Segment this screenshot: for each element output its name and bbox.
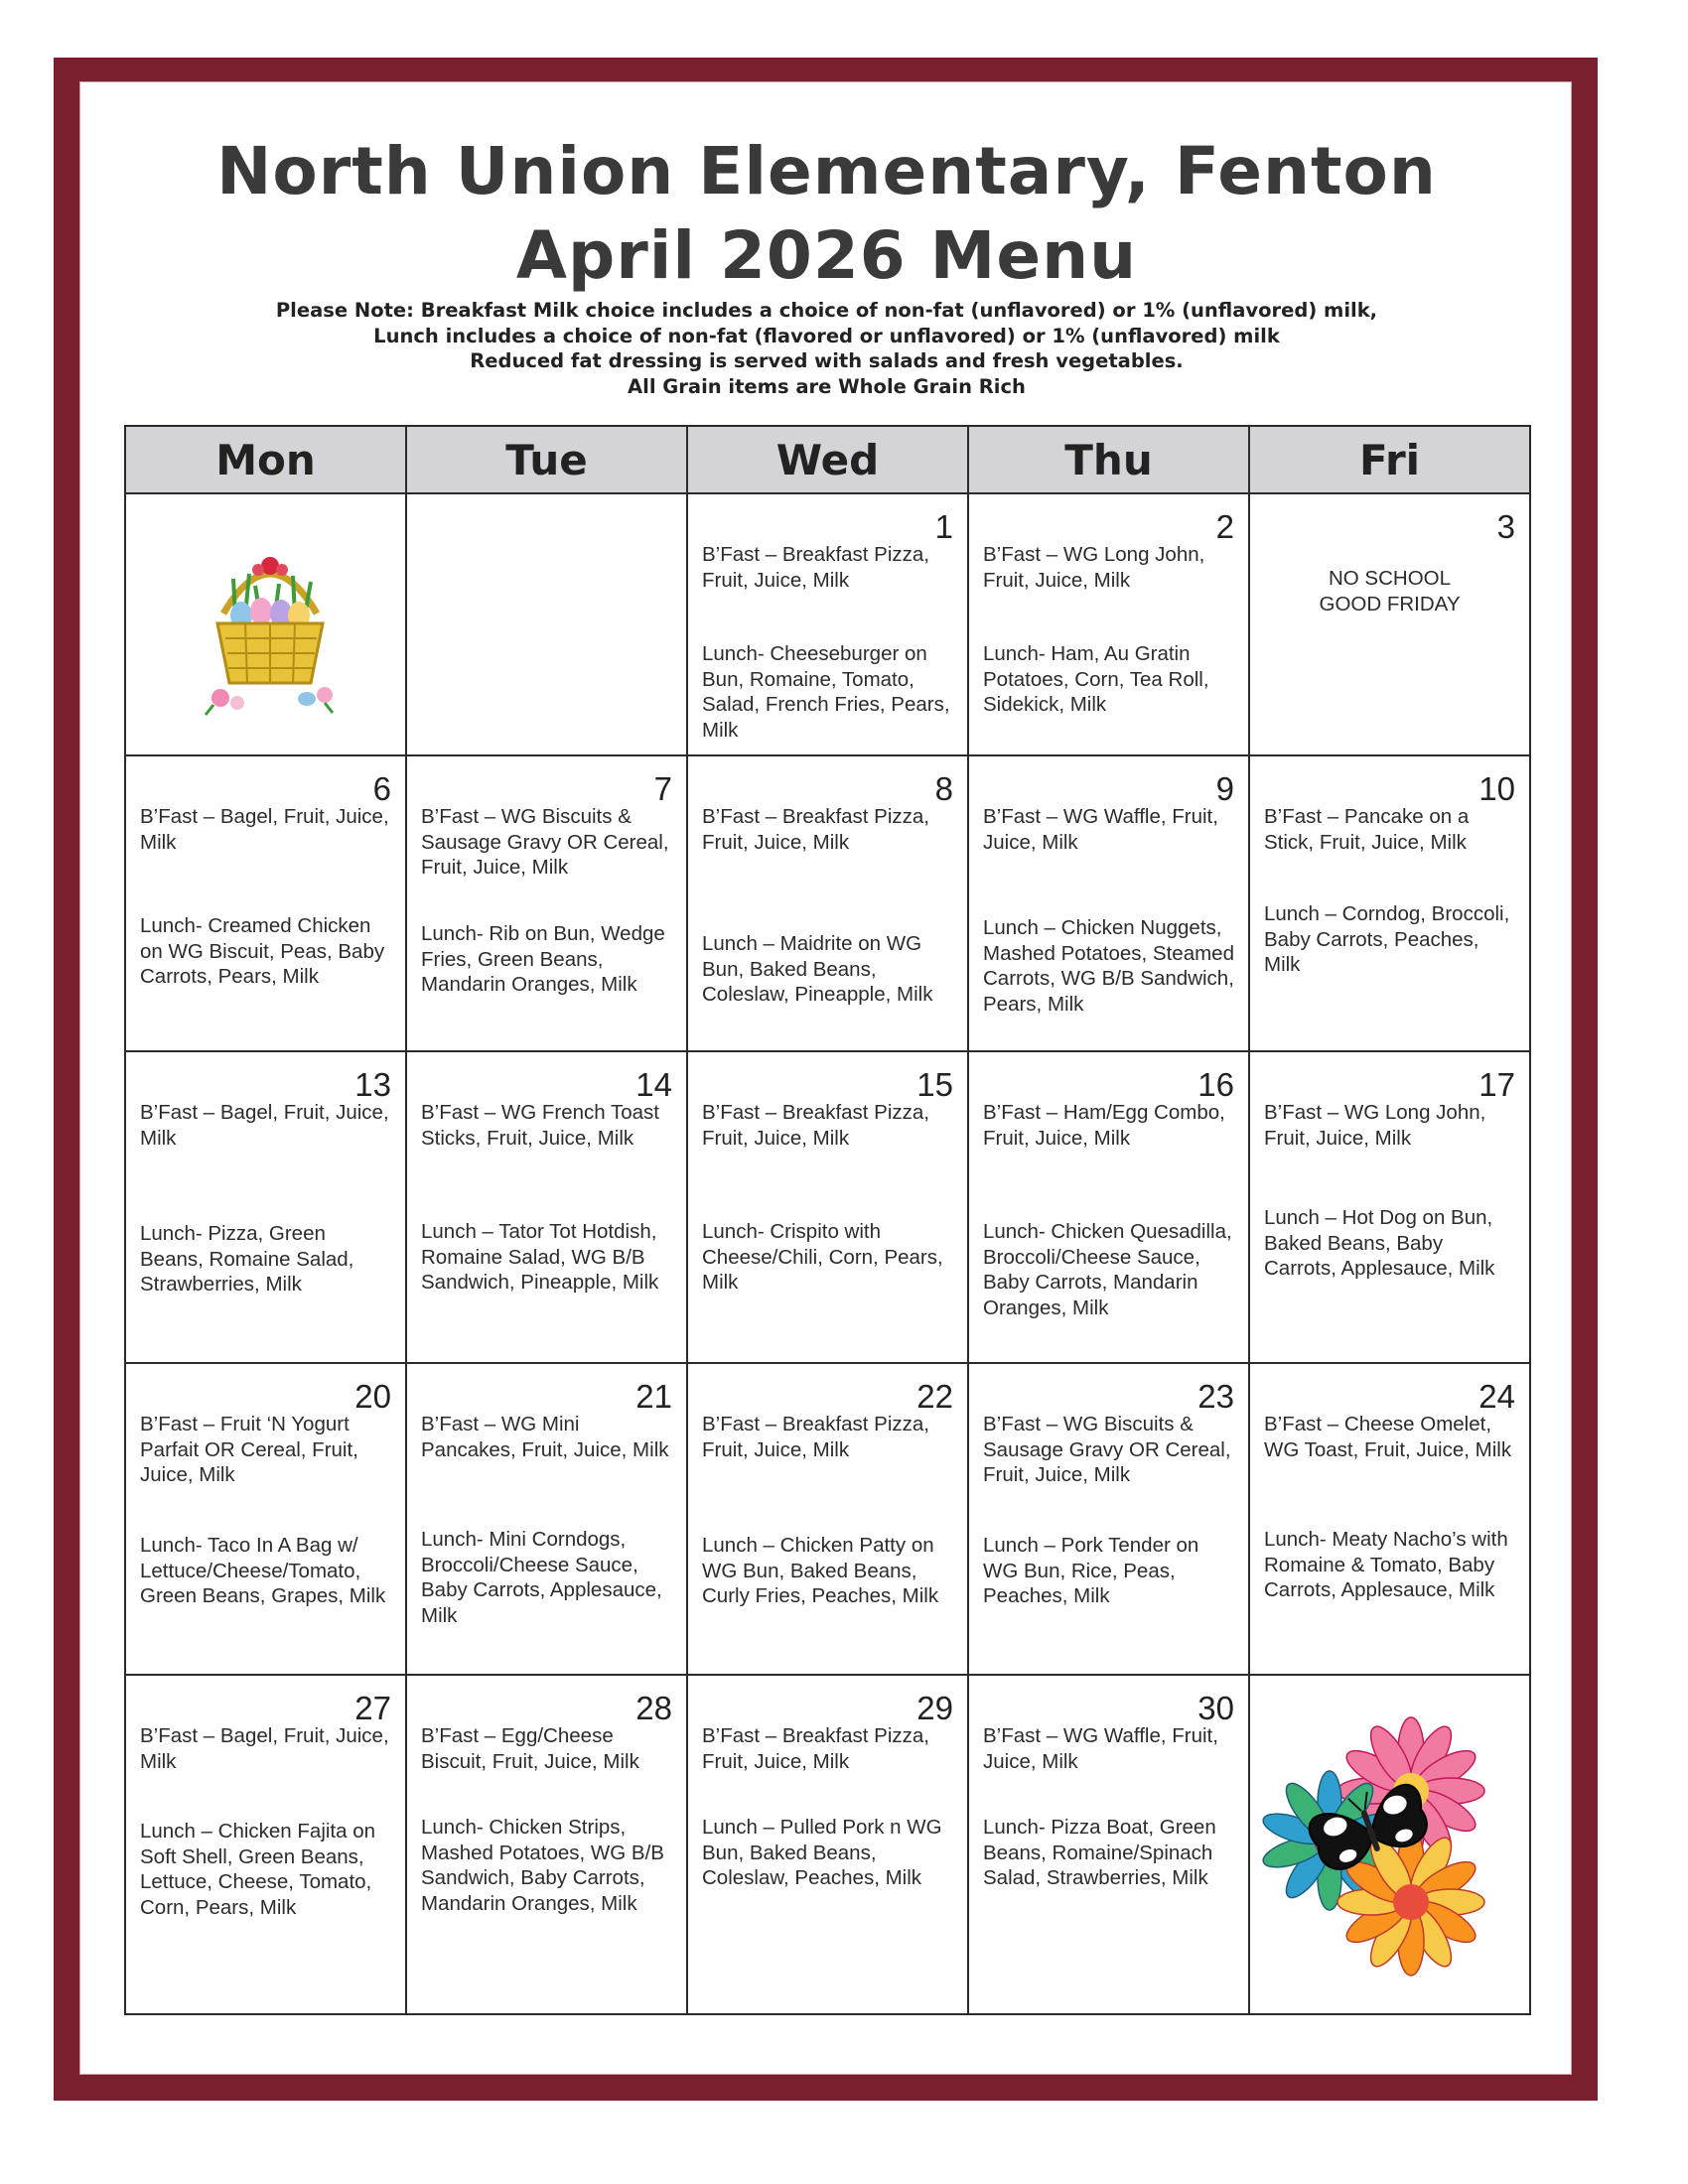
weekday-header: Fri <box>1249 426 1530 493</box>
day-cell <box>406 1051 687 1363</box>
lunch-menu: Lunch – Chicken Nuggets, Mashed Potatoes, Steamed Carrots, WG B/B Sandwich, Pears, Milk <box>983 916 1234 1016</box>
lunch-menu: Lunch- Crispito with Cheese/Chili, Corn, Pears, Milk <box>702 1220 943 1294</box>
lunch-menu: Lunch- Mini Corndogs, Broccoli/Cheese Sauce, Baby Carrots, Applesauce, Milk <box>421 1528 662 1627</box>
day-number: 6 <box>372 770 391 807</box>
day-number: 15 <box>916 1066 953 1103</box>
day-number: 27 <box>354 1690 391 1726</box>
lunch-menu: Lunch- Pizza Boat, Green Beans, Romaine/Spinach Salad, Strawberries, Milk <box>983 1816 1216 1889</box>
lunch-menu: Lunch- Pizza, Green Beans, Romaine Salad, Strawberries, Milk <box>140 1222 354 1296</box>
day-number: 22 <box>916 1378 953 1415</box>
weekday-header-row <box>125 426 1530 493</box>
breakfast-menu: B’Fast – WG Mini Pancakes, Fruit, Juice, Milk <box>421 1413 669 1461</box>
day-number: 2 <box>1215 508 1234 545</box>
notice-line: GOOD FRIDAY <box>1319 593 1461 615</box>
decoration-cell <box>125 493 406 755</box>
decoration-cell <box>1249 1675 1530 2014</box>
day-number: 20 <box>354 1378 391 1415</box>
breakfast-menu: B’Fast – WG Biscuits & Sausage Gravy OR Cereal, Fruit, Juice, Milk <box>421 805 669 879</box>
lunch-menu: Lunch – Corndog, Broccoli, Baby Carrots, Peaches, Milk <box>1264 902 1510 976</box>
lunch-menu: Lunch – Hot Dog on Bun, Baked Beans, Baby Carrots, Applesauce, Milk <box>1264 1206 1495 1280</box>
lunch-menu: Lunch- Rib on Bun, Wedge Fries, Green Beans, Mandarin Oranges, Milk <box>421 922 665 996</box>
day-number: 1 <box>934 508 953 545</box>
day-number: 24 <box>1478 1378 1515 1415</box>
lunch-menu: Lunch- Chicken Quesadilla, Broccoli/Cheese Sauce, Baby Carrots, Mandarin Oranges, Milk <box>983 1220 1232 1319</box>
day-number: 9 <box>1215 770 1234 807</box>
day-number: 13 <box>354 1066 391 1103</box>
week-row <box>125 493 1530 755</box>
breakfast-menu: B’Fast – Egg/Cheese Biscuit, Fruit, Juice, Milk <box>421 1724 639 1773</box>
lunch-menu: Lunch – Chicken Fajita on Soft Shell, Green Beans, Lettuce, Cheese, Tomato, Corn, Pears, Milk <box>140 1820 376 1919</box>
lunch-menu: Lunch- Cheeseburger on Bun, Romaine, Tomato, Salad, French Fries, Pears, Milk <box>702 642 950 742</box>
lunch-menu: Lunch- Ham, Au Gratin Potatoes, Corn, Tea Roll, Sidekick, Milk <box>983 642 1209 716</box>
breakfast-menu: B’Fast – WG Waffle, Fruit, Juice, Milk <box>983 1724 1218 1773</box>
day-cell <box>687 1675 968 2014</box>
note-line: All Grain items are Whole Grain Rich <box>628 374 1026 398</box>
lunch-menu: Lunch- Chicken Strips, Mashed Potatoes, WG B/B Sandwich, Baby Carrots, Mandarin Oranges, Milk <box>421 1816 664 1915</box>
breakfast-menu: B’Fast – Breakfast Pizza, Fruit, Juice, Milk <box>702 543 930 592</box>
breakfast-menu: B’Fast – WG Long John, Fruit, Juice, Milk <box>1264 1101 1486 1150</box>
day-number: 17 <box>1478 1066 1515 1103</box>
breakfast-menu: B’Fast – WG Long John, Fruit, Juice, Milk <box>983 543 1205 592</box>
day-cell <box>687 1051 968 1363</box>
day-number: 29 <box>916 1690 953 1726</box>
week-row <box>125 1051 1530 1363</box>
lunch-menu: Lunch – Pulled Pork n WG Bun, Baked Beans, Coleslaw, Peaches, Milk <box>702 1816 942 1889</box>
day-cell <box>968 1363 1249 1675</box>
note-line: Please Note: Breakfast Milk choice includes a choice of non-fat (unflavored) or 1% (unflavored) milk, <box>275 299 1378 322</box>
lunch-menu: Lunch- Creamed Chicken on WG Biscuit, Peas, Baby Carrots, Pears, Milk <box>140 914 385 988</box>
day-number: 3 <box>1496 508 1515 545</box>
day-cell <box>687 493 968 755</box>
week-row <box>125 755 1530 1051</box>
day-number: 21 <box>635 1378 672 1415</box>
day-number: 30 <box>1197 1690 1234 1726</box>
menu-notes <box>0 298 1653 399</box>
breakfast-menu: B’Fast – WG Waffle, Fruit, Juice, Milk <box>983 805 1218 854</box>
day-cell <box>1249 1363 1530 1675</box>
breakfast-menu: B’Fast – Breakfast Pizza, Fruit, Juice, Milk <box>702 1413 930 1461</box>
lunch-menu: Lunch – Chicken Patty on WG Bun, Baked Beans, Curly Fries, Peaches, Milk <box>702 1534 939 1607</box>
day-cell <box>968 1051 1249 1363</box>
breakfast-menu: B’Fast – Ham/Egg Combo, Fruit, Juice, Milk <box>983 1101 1225 1150</box>
day-cell <box>406 1363 687 1675</box>
lunch-menu: Lunch – Maidrite on WG Bun, Baked Beans, Coleslaw, Pineapple, Milk <box>702 932 933 1006</box>
breakfast-menu: B’Fast – Pancake on a Stick, Fruit, Juice, Milk <box>1264 805 1470 854</box>
menu-calendar <box>124 425 1531 2015</box>
breakfast-menu: B’Fast – Breakfast Pizza, Fruit, Juice, Milk <box>702 805 930 854</box>
note-line: Lunch includes a choice of non-fat (flavored or unflavored) or 1% (unflavored) milk <box>373 324 1280 347</box>
breakfast-menu: B’Fast – Bagel, Fruit, Juice, Milk <box>140 805 389 854</box>
day-cell <box>1249 1051 1530 1363</box>
day-number: 7 <box>653 770 672 807</box>
day-cell <box>1249 755 1530 1051</box>
breakfast-menu: B’Fast – Bagel, Fruit, Juice, Milk <box>140 1724 389 1773</box>
lunch-menu: Lunch- Meaty Nacho’s with Romaine & Tomato, Baby Carrots, Applesauce, Milk <box>1264 1528 1508 1601</box>
day-number: 8 <box>934 770 953 807</box>
lunch-menu: Lunch- Taco In A Bag w/ Lettuce/Cheese/Tomato, Green Beans, Grapes, Milk <box>140 1534 386 1607</box>
weekday-header: Wed <box>687 426 968 493</box>
note-line: Reduced fat dressing is served with salads and fresh vegetables. <box>470 349 1184 372</box>
day-cell <box>687 1363 968 1675</box>
day-number: 23 <box>1197 1378 1234 1415</box>
breakfast-menu: B’Fast – WG French Toast Sticks, Fruit, Juice, Milk <box>421 1101 660 1150</box>
day-cell <box>125 1363 406 1675</box>
lunch-menu: Lunch – Tator Tot Hotdish, Romaine Salad, WG B/B Sandwich, Pineapple, Milk <box>421 1220 659 1294</box>
day-number: 16 <box>1197 1066 1234 1103</box>
day-cell <box>968 1675 1249 2014</box>
weekday-header: Mon <box>125 426 406 493</box>
day-cell <box>406 755 687 1051</box>
breakfast-menu: B’Fast – Breakfast Pizza, Fruit, Juice, Milk <box>702 1724 930 1773</box>
week-row <box>125 1675 1530 2014</box>
day-number: 14 <box>635 1066 672 1103</box>
week-row <box>125 1363 1530 1675</box>
day-number: 28 <box>635 1690 672 1726</box>
day-cell <box>1249 493 1530 755</box>
no-school-notice <box>1250 566 1529 617</box>
weekday-header: Thu <box>968 426 1249 493</box>
day-cell <box>406 1675 687 2014</box>
menu-month-title: April 2026 Menu <box>515 217 1138 294</box>
easter-basket-icon <box>176 544 364 723</box>
butterfly-flowers-icon <box>1262 1713 1490 1981</box>
lunch-menu: Lunch – Pork Tender on WG Bun, Rice, Peas, Peaches, Milk <box>983 1534 1199 1607</box>
empty-cell <box>406 493 687 755</box>
day-cell <box>125 1675 406 2014</box>
breakfast-menu: B’Fast – Breakfast Pizza, Fruit, Juice, Milk <box>702 1101 930 1150</box>
day-cell <box>968 755 1249 1051</box>
breakfast-menu: B’Fast – Fruit ‘N Yogurt Parfait OR Cereal, Fruit, Juice, Milk <box>140 1413 358 1486</box>
day-cell <box>125 1051 406 1363</box>
day-cell <box>125 755 406 1051</box>
breakfast-menu: B’Fast – Bagel, Fruit, Juice, Milk <box>140 1101 389 1150</box>
breakfast-menu: B’Fast – WG Biscuits & Sausage Gravy OR Cereal, Fruit, Juice, Milk <box>983 1413 1231 1486</box>
notice-line: NO SCHOOL <box>1328 567 1452 590</box>
page-title: North Union Elementary, Fenton <box>216 133 1437 209</box>
weekday-header: Tue <box>406 426 687 493</box>
day-cell <box>968 493 1249 755</box>
day-number: 10 <box>1478 770 1515 807</box>
day-cell <box>687 755 968 1051</box>
breakfast-menu: B’Fast – Cheese Omelet, WG Toast, Fruit, Juice, Milk <box>1264 1413 1512 1461</box>
